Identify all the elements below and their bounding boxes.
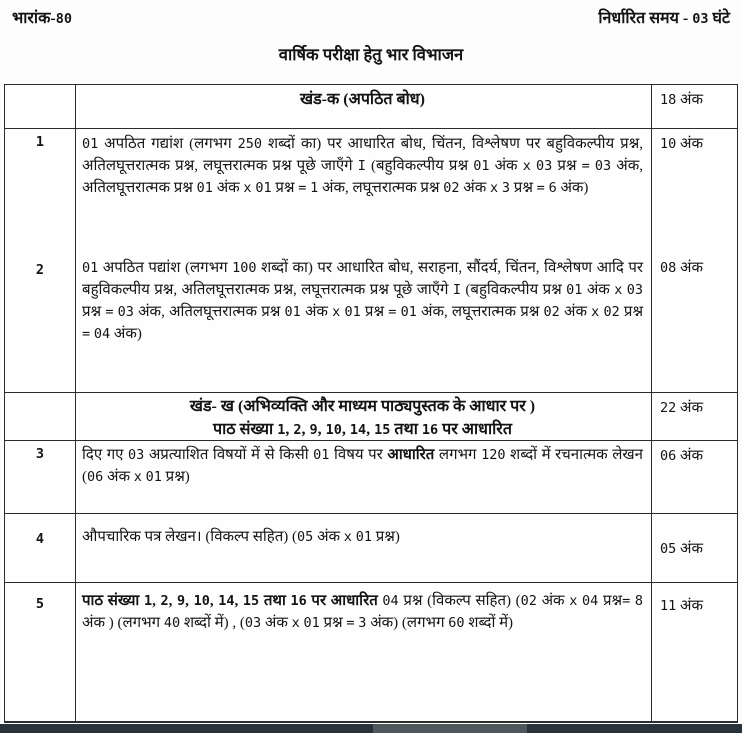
- item-4-marks: 05 अंक: [651, 514, 737, 582]
- section-a-title: खंड-क (अपठित बोध): [75, 85, 651, 128]
- item-2-description: 01 अपठित पद्यांश (लगभग 100 शब्दों का) पर आधारित बोध, सराहना, सौंदर्य, चिंतन, विश्लेषण आदि पर बहुविकल्पीय प्रश्न, अतिलघूत्तरात्मक प्रश्न, लघूत्तरात्मक प्रश्न पूछे जाएँगे I (बहुविकल्पीय प्रश्न 01 अंक x 03 प्रश्न = 03 अंक, अतिलघूत्तरात्मक प्रश्न 01 अंक x 01 प्रश्न = 01 अंक, लघूत्तरात्मक प्रश्न 02 अंक x 02 प्रश्न = 04 अंक): [82, 260, 644, 342]
- item-5-marks: 11 अंक: [651, 583, 737, 723]
- item-2-marks: 08 अंक: [660, 260, 703, 276]
- section-a-marks: 18 अंक: [651, 85, 737, 128]
- item-3-description: दिए गए 03 अप्रत्याशित विषयों में से किसी 01 विषय पर आधारित लगभग 120 शब्दों में रचनात्मक लेखन (06 अंक x 01 प्रश्न): [75, 441, 651, 513]
- serial-number-3: 3: [35, 446, 45, 462]
- serial-number-2: 2: [35, 262, 45, 278]
- serial-number-4: 4: [35, 531, 45, 547]
- item-3-marks: 06 अंक: [651, 441, 737, 513]
- serial-number-5: 5: [35, 596, 45, 612]
- document-title: वार्षिक परीक्षा हेतु भार विभाजन: [278, 45, 464, 64]
- section-b-title-line2: पाठ संख्या 1, 2, 9, 10, 14, 15 तथा 16 पर आधारित: [213, 421, 512, 438]
- table-row-section-b: [5, 392, 737, 440]
- item-4-description: औपचारिक पत्र लेखन। (विकल्प सहित) (05 अंक x 01 प्रश्न): [75, 514, 651, 582]
- blueprint-table: [4, 84, 738, 723]
- table-row-item-4: [5, 513, 737, 582]
- allotted-time-label: निर्धारित समय - 03 घंटे: [598, 10, 730, 27]
- page-header: [0, 0, 742, 30]
- table-row-item-5: [5, 582, 737, 723]
- horizontal-scrollbar-track[interactable]: [0, 724, 742, 733]
- table-row-items-1-2: [5, 128, 737, 392]
- serial-cell-empty: [5, 85, 75, 128]
- serial-cell-empty: [5, 393, 75, 440]
- item-5-description: पाठ संख्या 1, 2, 9, 10, 14, 15 तथा 16 पर आधारित 04 प्रश्न (विकल्प सहित) (02 अंक x 04 प्रश्न= 8 अंक ) (लगभग 40 शब्दों में) , (03 अंक x 01 प्रश्न = 3 अंक) (लगभग 60 शब्दों में): [75, 583, 651, 723]
- section-b-marks: 22 अंक: [651, 393, 737, 440]
- serial-number-1: 1: [35, 134, 45, 150]
- marks-column: [651, 129, 737, 392]
- table-row-item-3: [5, 440, 737, 513]
- table-row-section-a: [5, 85, 737, 128]
- serial-column: [5, 129, 75, 392]
- horizontal-scrollbar-thumb[interactable]: [373, 724, 527, 733]
- section-b-title: [75, 393, 651, 440]
- weightage-label: भारांक-80: [12, 10, 72, 27]
- description-column: [75, 129, 651, 392]
- item-1-marks: 10 अंक: [660, 136, 703, 152]
- item-1-description: 01 अपठित गद्यांश (लगभग 250 शब्दों का) पर आधारित बोध, चिंतन, विश्लेषण पर बहुविकल्पीय प्रश्न, अतिलघूत्तरात्मक प्रश्न, लघूत्तरात्मक प्रश्न पूछे जाएँगे I (बहुविकल्पीय प्रश्न 01 अंक x 03 प्रश्न = 03 अंक, अतिलघूत्तरात्मक प्रश्न 01 अंक x 01 प्रश्न = 1 अंक, लघूत्तरात्मक प्रश्न 02 अंक x 3 प्रश्न = 6 अंक): [82, 136, 643, 196]
- section-b-title-line1: खंड- ख (अभिव्यक्ति और माध्यम पाठ्यपुस्तक के आधार पर ): [189, 398, 536, 415]
